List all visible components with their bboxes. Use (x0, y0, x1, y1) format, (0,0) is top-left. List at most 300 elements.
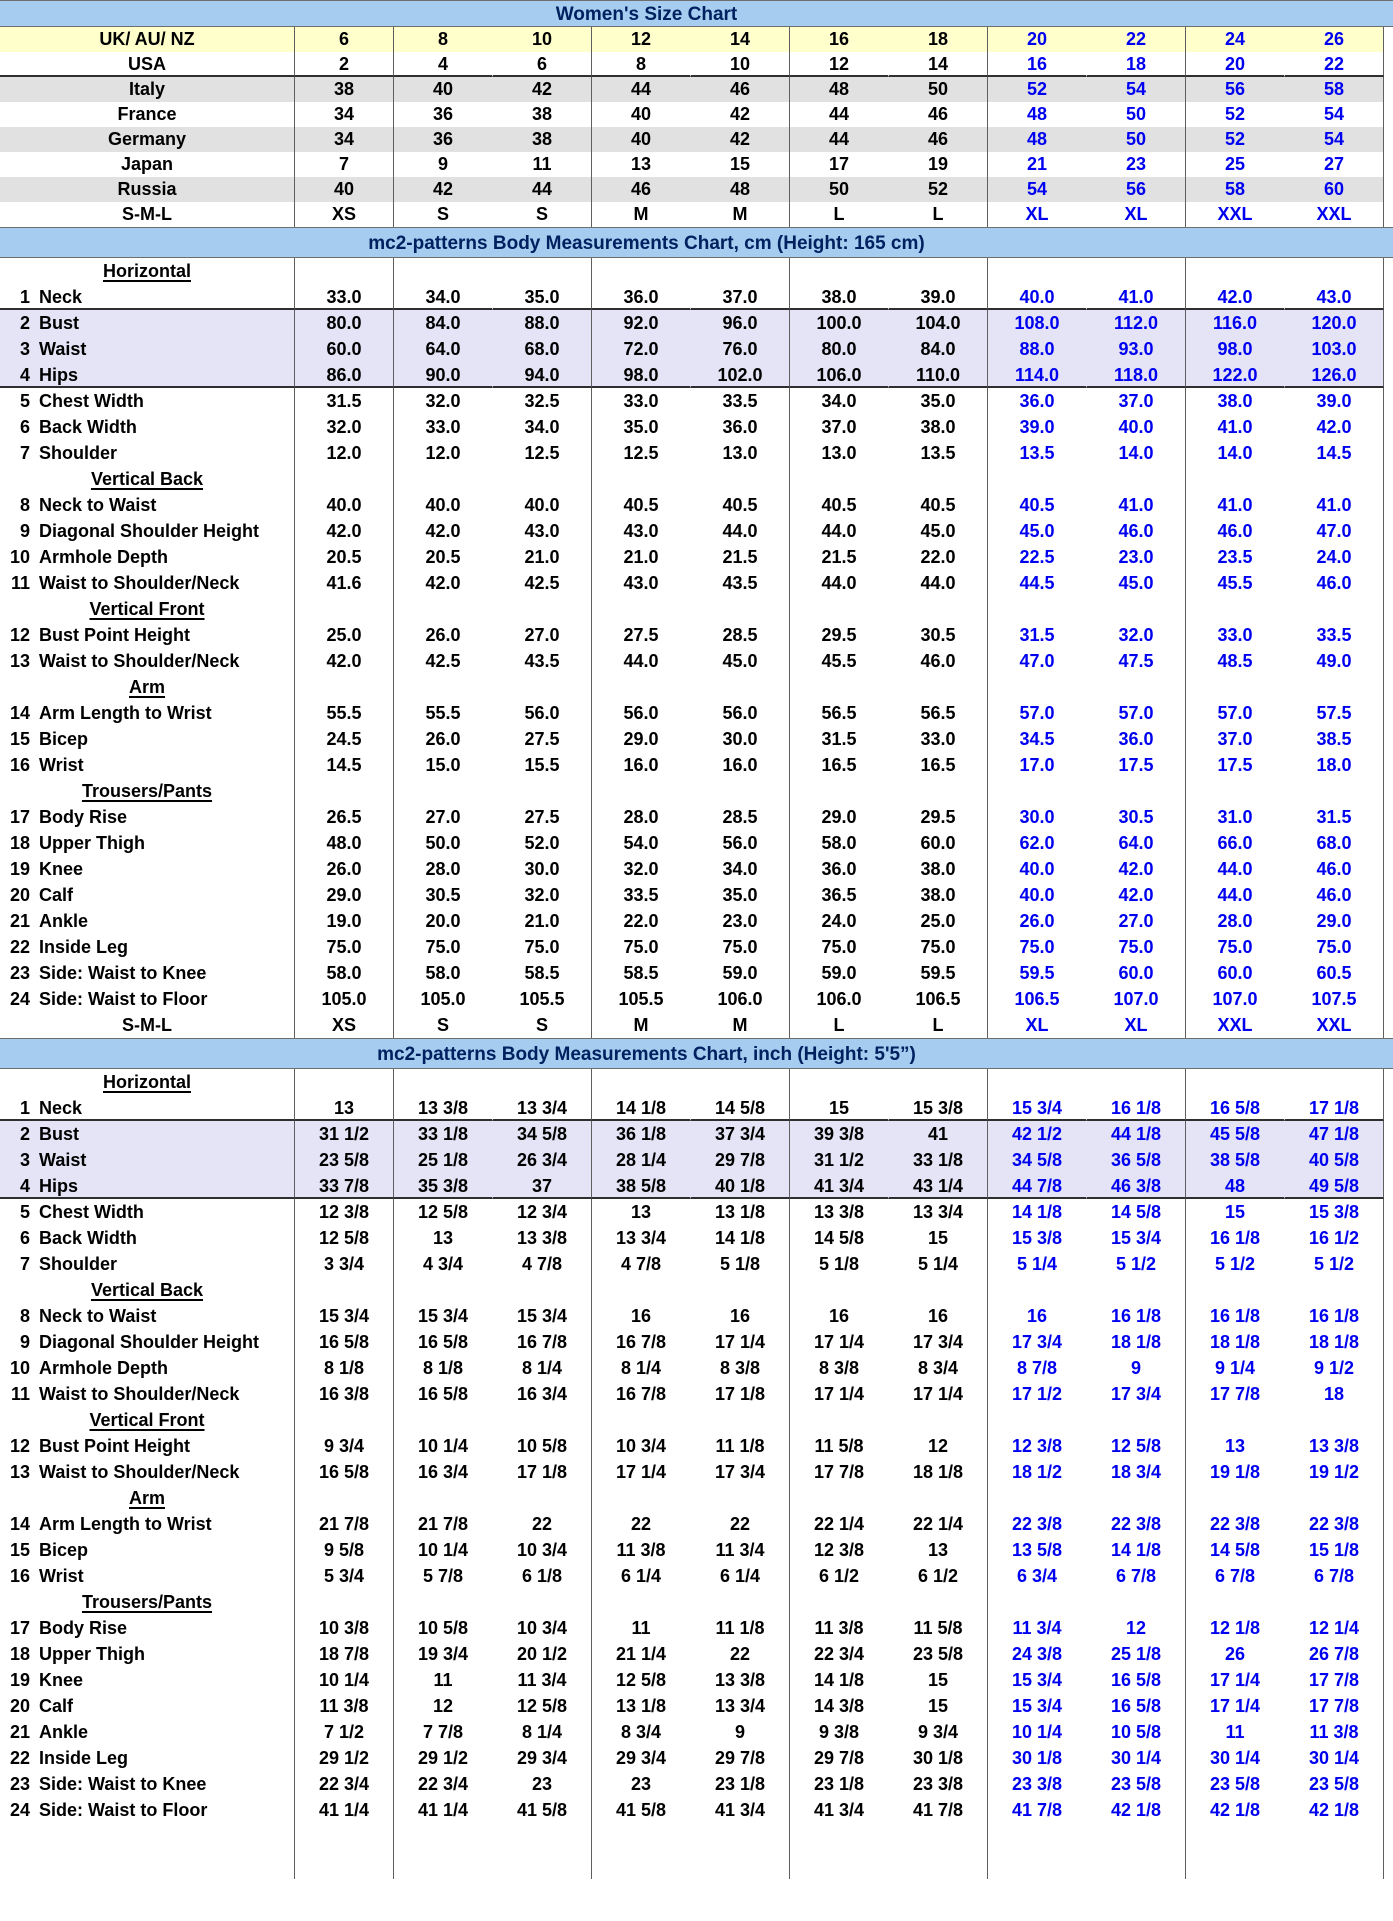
table-row (0, 1225, 1384, 1251)
row-label (0, 986, 295, 1012)
row-label-text: Ankle (39, 1722, 89, 1742)
value-cell (592, 1485, 691, 1511)
row-number: 10 (9, 547, 30, 567)
value-cell: 37 (493, 1173, 592, 1199)
section-row (0, 1485, 1384, 1511)
empty-cell (295, 1823, 394, 1879)
value-cell: 20 (1186, 52, 1285, 77)
value-cell: 16 7/8 (493, 1329, 592, 1355)
value-cell (1285, 1485, 1384, 1511)
value-cell: 13 3/8 (493, 1225, 592, 1251)
value-cell: 42.0 (425, 573, 461, 593)
row-label-text: Back Width (39, 417, 137, 437)
value-cell: 8 1/8 (295, 1355, 394, 1381)
row-number: 6 (19, 417, 30, 437)
value-cell: 44 (493, 177, 592, 202)
value-cell: 26 (1224, 1644, 1246, 1664)
value-cell (691, 1277, 790, 1303)
value-cell: 16 5/8 (295, 1459, 394, 1485)
value-cell: 47.0 (1285, 518, 1384, 544)
row-label-text: Diagonal Shoulder Height (39, 1332, 260, 1352)
row-label: France (0, 102, 295, 127)
row-label (0, 596, 295, 622)
value-cell (988, 596, 1087, 622)
table-title: mc2-patterns Body Measurements Chart, inch (Height: 5'5”) (0, 1038, 1393, 1069)
row-number: 15 (9, 1540, 30, 1560)
value-cell: 12.5 (493, 440, 592, 466)
section-row (0, 1407, 1384, 1433)
value-cell: 15.0 (425, 755, 461, 775)
value-cell: 17 1/8 (1285, 1095, 1384, 1121)
value-cell: 26 (1285, 27, 1384, 52)
value-cell: 43.0 (1285, 284, 1384, 310)
value-cell: 40.0 (1087, 414, 1186, 440)
value-cell: 17 1/4 (813, 1384, 865, 1404)
value-cell (1087, 674, 1186, 700)
table-row (0, 752, 1384, 778)
value-cell: 31.5 (295, 388, 394, 414)
value-cell (295, 1485, 394, 1511)
row-label (0, 1147, 295, 1173)
value-cell: 36.5 (821, 885, 857, 905)
value-cell (493, 1589, 592, 1615)
value-cell: 15 3/4 (1011, 1696, 1063, 1716)
value-cell: 11 3/8 (1285, 1719, 1384, 1745)
value-cell: 41 1/4 (295, 1797, 394, 1823)
value-cell: 36 5/8 (1087, 1147, 1186, 1173)
value-cell: L (833, 204, 845, 224)
value-cell: 6 1/4 (620, 1566, 662, 1586)
value-cell: 15 3/8 (1011, 1228, 1063, 1248)
value-cell: 15 3/8 (889, 1095, 988, 1121)
value-cell: 30 1/4 (1209, 1748, 1261, 1768)
value-cell: 58 (1285, 77, 1384, 102)
section-label: Vertical Front (89, 1410, 205, 1430)
value-cell: 16 1/8 (1209, 1306, 1261, 1326)
row-label (0, 1329, 295, 1355)
table-row (0, 388, 1384, 414)
value-cell: 15 3/4 (988, 1095, 1087, 1121)
table-row (0, 1303, 1384, 1329)
value-cell: 23 5/8 (295, 1147, 394, 1173)
value-cell: 56.5 (821, 703, 857, 723)
value-cell (988, 1277, 1087, 1303)
value-cell (790, 1589, 889, 1615)
value-cell: 38.0 (889, 856, 988, 882)
value-cell: 22 3/8 (1209, 1514, 1261, 1534)
row-label (0, 1719, 295, 1745)
value-cell: 27 (1285, 152, 1384, 177)
value-cell: 72.0 (623, 339, 659, 359)
value-cell: 40 1/8 (691, 1173, 790, 1199)
value-cell: 23 1/8 (813, 1774, 865, 1794)
value-cell: 114.0 (988, 362, 1087, 388)
value-cell: 20 (1026, 29, 1048, 49)
value-cell (889, 258, 988, 284)
value-cell: 22 3/8 (1087, 1511, 1186, 1537)
value-cell: 41 7/8 (889, 1797, 988, 1823)
value-cell: 8 1/4 (620, 1358, 662, 1378)
value-cell: 44.0 (821, 573, 857, 593)
row-label (0, 310, 295, 336)
value-cell: 6 7/8 (1214, 1566, 1256, 1586)
row-label (0, 440, 295, 466)
value-cell: 44 (630, 79, 652, 99)
value-cell: 38.0 (889, 882, 988, 908)
value-cell: 38 (493, 102, 592, 127)
value-cell: 29 1/2 (417, 1748, 469, 1768)
value-cell: 36.0 (1087, 726, 1186, 752)
value-cell: 42 1/8 (1087, 1797, 1186, 1823)
value-cell: 28.0 (623, 807, 659, 827)
value-cell (790, 466, 889, 492)
value-cell: 46 (889, 102, 988, 127)
value-cell: 58.5 (493, 960, 592, 986)
row-number: 21 (9, 911, 30, 931)
value-cell: 75.0 (1019, 937, 1055, 957)
value-cell: 48.0 (295, 830, 394, 856)
value-cell: S (493, 1012, 592, 1038)
value-cell: 58.0 (295, 960, 394, 986)
table-row (0, 362, 1384, 388)
value-cell: 75.0 (889, 934, 988, 960)
value-cell: 40 (630, 129, 652, 149)
value-cell: 9 (437, 154, 448, 174)
row-label-text: Waist to Shoulder/Neck (39, 573, 240, 593)
value-cell: 10 5/8 (1087, 1719, 1186, 1745)
row-label (0, 1667, 295, 1693)
value-cell (1285, 1589, 1384, 1615)
row-number: 13 (9, 1462, 30, 1482)
value-cell: 40.5 (691, 492, 790, 518)
value-cell: 12 5/8 (295, 1225, 394, 1251)
value-cell: 14 1/8 (592, 1095, 691, 1121)
value-cell: 38.0 (889, 414, 988, 440)
value-cell: 15 1/8 (1285, 1537, 1384, 1563)
table-row (0, 52, 1384, 77)
value-cell: 19 1/2 (1285, 1459, 1384, 1485)
value-cell: 106.5 (1014, 989, 1060, 1009)
value-cell: 9 3/4 (889, 1719, 988, 1745)
value-cell: 26 7/8 (1285, 1641, 1384, 1667)
value-cell: 7 1/2 (295, 1719, 394, 1745)
table-row (0, 1641, 1384, 1667)
value-cell: 26.0 (295, 856, 394, 882)
row-label-text: Back Width (39, 1228, 137, 1248)
row-label (0, 830, 295, 856)
table-row (0, 1147, 1384, 1173)
table-title: Women's Size Chart (0, 0, 1393, 27)
value-cell: 52 (1224, 104, 1246, 124)
value-cell: 105.5 (493, 986, 592, 1012)
value-cell (1186, 1407, 1285, 1433)
row-label-text: Hips (39, 365, 79, 385)
value-cell: 44.5 (1019, 573, 1055, 593)
value-cell: 36.0 (1019, 391, 1055, 411)
value-cell (1285, 466, 1384, 492)
value-cell (592, 1407, 691, 1433)
value-cell: 44.0 (691, 518, 790, 544)
row-number: 23 (9, 963, 30, 983)
value-cell (1186, 1589, 1285, 1615)
value-cell (394, 1589, 493, 1615)
row-label-text: Diagonal Shoulder Height (39, 521, 260, 541)
value-cell: 107.0 (1087, 986, 1186, 1012)
value-cell: 42 1/2 (1011, 1124, 1063, 1144)
row-label (0, 934, 295, 960)
value-cell: 41.0 (1285, 492, 1384, 518)
value-cell: 41.0 (1217, 417, 1253, 437)
table-row (0, 77, 1384, 102)
row-label (0, 726, 295, 752)
value-cell: 42.0 (425, 521, 461, 541)
row-label-text: Neck to Waist (39, 495, 157, 515)
row-number: 6 (19, 1228, 30, 1248)
value-cell (493, 596, 592, 622)
table-row (0, 1173, 1384, 1199)
row-number: 2 (19, 313, 30, 333)
table-row (0, 1693, 1384, 1719)
table-row (0, 440, 1384, 466)
row-label (0, 960, 295, 986)
value-cell: 64.0 (1087, 830, 1186, 856)
value-cell: 9 (1087, 1355, 1186, 1381)
row-number: 4 (19, 1176, 30, 1196)
value-cell: 12.0 (425, 443, 461, 463)
row-number: 18 (9, 1644, 30, 1664)
value-cell: 94.0 (493, 362, 592, 388)
value-cell (691, 674, 790, 700)
value-cell: 13 (432, 1228, 454, 1248)
value-cell: 13 3/4 (615, 1228, 667, 1248)
value-cell: M (691, 202, 790, 227)
value-cell: 28.0 (1217, 911, 1253, 931)
value-cell: 107.5 (1285, 986, 1384, 1012)
value-cell: 13 3/4 (691, 1693, 790, 1719)
value-cell: 42.0 (1087, 882, 1186, 908)
value-cell (1087, 258, 1186, 284)
value-cell: 27.5 (623, 625, 659, 645)
row-label (0, 752, 295, 778)
value-cell: 13 3/8 (813, 1202, 865, 1222)
value-cell: 33.5 (691, 388, 790, 414)
row-label (0, 1589, 295, 1615)
table-row (0, 1511, 1384, 1537)
value-cell: 18 (1285, 1381, 1384, 1407)
value-cell (592, 778, 691, 804)
value-cell: 17 1/4 (1209, 1696, 1261, 1716)
value-cell: 16 (889, 1303, 988, 1329)
value-cell: 34.0 (691, 856, 790, 882)
row-number: 23 (9, 1774, 30, 1794)
value-cell: 28.5 (691, 804, 790, 830)
value-cell: 40.0 (988, 284, 1087, 310)
value-cell: 40 (432, 79, 454, 99)
value-cell: 4 (394, 52, 493, 77)
value-cell: 34.0 (394, 284, 493, 310)
row-label-text: Knee (39, 859, 84, 879)
value-cell: 17 1/4 (813, 1332, 865, 1352)
value-cell: 34.0 (821, 391, 857, 411)
value-cell: 22 (691, 1511, 790, 1537)
value-cell: 45.5 (1217, 573, 1253, 593)
value-cell: 18 7/8 (295, 1641, 394, 1667)
value-cell (691, 1589, 790, 1615)
table-row (0, 1355, 1384, 1381)
value-cell: 23 1/8 (691, 1771, 790, 1797)
row-label (0, 908, 295, 934)
value-cell: L (889, 1012, 988, 1038)
value-cell: 29.0 (1285, 908, 1384, 934)
row-number: 14 (9, 703, 30, 723)
value-cell: 21.0 (493, 908, 592, 934)
row-label (0, 1615, 295, 1641)
value-cell: 8 1/4 (493, 1355, 592, 1381)
value-cell: 25 1/8 (1087, 1641, 1186, 1667)
value-cell: 47.0 (1019, 651, 1055, 671)
value-cell: 46 (889, 127, 988, 152)
value-cell: 15 3/4 (417, 1306, 469, 1326)
value-cell: 18.0 (1285, 752, 1384, 778)
value-cell: 47.5 (1087, 648, 1186, 674)
value-cell: 38.5 (1285, 726, 1384, 752)
row-label (0, 492, 295, 518)
value-cell: 39.0 (889, 284, 988, 310)
value-cell: 59.0 (691, 960, 790, 986)
value-cell: 10 3/8 (295, 1615, 394, 1641)
value-cell: 38 (493, 127, 592, 152)
row-label (0, 1433, 295, 1459)
row-label (0, 674, 295, 700)
value-cell (1186, 778, 1285, 804)
value-cell: 17 7/8 (813, 1462, 865, 1482)
table-row (0, 1563, 1384, 1589)
row-label (0, 1121, 295, 1147)
row-number: 21 (9, 1722, 30, 1742)
value-cell (295, 258, 394, 284)
value-cell: 17.5 (1217, 755, 1253, 775)
value-cell: 42.0 (1087, 856, 1186, 882)
value-cell: S (436, 1015, 449, 1035)
row-number: 17 (9, 1618, 30, 1638)
value-cell (592, 1277, 691, 1303)
value-cell: 3 3/4 (295, 1251, 394, 1277)
row-label (0, 804, 295, 830)
value-cell: 14 5/8 (691, 1095, 790, 1121)
value-cell: 22.5 (1019, 547, 1055, 567)
value-cell: 25.0 (889, 908, 988, 934)
value-cell: 92.0 (623, 313, 659, 333)
value-cell: 15 (889, 1225, 988, 1251)
value-cell (1087, 1589, 1186, 1615)
value-cell: 16 5/8 (295, 1329, 394, 1355)
value-cell: 20.0 (425, 911, 461, 931)
value-cell: 26.0 (1019, 911, 1055, 931)
value-cell: 38 (295, 77, 394, 102)
value-cell: 8 7/8 (1016, 1358, 1058, 1378)
value-cell: 76.0 (691, 336, 790, 362)
value-cell: 17 3/4 (1087, 1381, 1186, 1407)
row-label (0, 414, 295, 440)
value-cell (592, 596, 691, 622)
value-cell: 10 1/4 (417, 1540, 469, 1560)
value-cell: 11 1/8 (691, 1615, 790, 1641)
value-cell: 24.5 (295, 726, 394, 752)
value-cell: 10 5/8 (493, 1433, 592, 1459)
value-cell: 42 (432, 179, 454, 199)
value-cell: 56 (1087, 177, 1186, 202)
row-label-text: Ankle (39, 911, 89, 931)
value-cell: 16 1/2 (1285, 1225, 1384, 1251)
value-cell: 68.0 (1285, 830, 1384, 856)
table-row (0, 908, 1384, 934)
row-label (0, 882, 295, 908)
value-cell: 12 (1087, 1615, 1186, 1641)
row-label-text: Neck (39, 287, 83, 307)
value-cell: 29.0 (623, 729, 659, 749)
value-cell: 34 (295, 127, 394, 152)
value-cell: 15 (790, 1095, 889, 1121)
value-cell: 48 (1026, 129, 1048, 149)
value-cell: 41 3/4 (691, 1797, 790, 1823)
value-cell: 41 3/4 (790, 1173, 889, 1199)
value-cell: 17.0 (1019, 755, 1055, 775)
empty-cell (0, 1823, 295, 1879)
value-cell (1186, 466, 1285, 492)
value-cell: 23.0 (691, 908, 790, 934)
value-cell: 43.5 (493, 648, 592, 674)
row-label (0, 518, 295, 544)
row-number: 8 (19, 495, 30, 515)
value-cell: 50 (1087, 127, 1186, 152)
row-label-text: Arm Length to Wrist (39, 1514, 212, 1534)
value-cell: 25.0 (295, 622, 394, 648)
value-cell: 52.0 (493, 830, 592, 856)
value-cell (889, 596, 988, 622)
value-cell: 59.5 (1019, 963, 1055, 983)
value-cell: 36 (432, 104, 454, 124)
row-label (0, 1459, 295, 1485)
value-cell: 11 5/8 (814, 1436, 864, 1456)
value-cell (592, 1069, 691, 1095)
value-cell: 22.0 (889, 544, 988, 570)
value-cell: 10 3/4 (615, 1436, 667, 1456)
value-cell: 15.5 (493, 752, 592, 778)
value-cell: 16 1/8 (1087, 1303, 1186, 1329)
row-label (0, 1485, 295, 1511)
section-label: Trousers/Pants (81, 781, 213, 801)
value-cell: 41.0 (1217, 495, 1253, 515)
row-label-text: Wrist (39, 755, 84, 775)
value-cell: 46 (691, 77, 790, 102)
value-cell: 96.0 (691, 310, 790, 336)
value-cell: 27.5 (493, 804, 592, 830)
table-row (0, 1381, 1384, 1407)
row-label-text: Bust Point Height (39, 1436, 190, 1456)
value-cell: M (633, 1015, 649, 1035)
value-cell: 36.0 (592, 284, 691, 310)
value-cell: 75.0 (691, 934, 790, 960)
value-cell (394, 1485, 493, 1511)
value-cell: 33.0 (889, 726, 988, 752)
table-row (0, 1459, 1384, 1485)
value-cell: 56.0 (691, 700, 790, 726)
value-cell: 16 5/8 (417, 1332, 469, 1352)
value-cell: 11 5/8 (889, 1615, 988, 1641)
value-cell: 9 3/4 (295, 1433, 394, 1459)
value-cell: 17 (828, 154, 850, 174)
grid-line-extension (0, 1823, 1384, 1879)
